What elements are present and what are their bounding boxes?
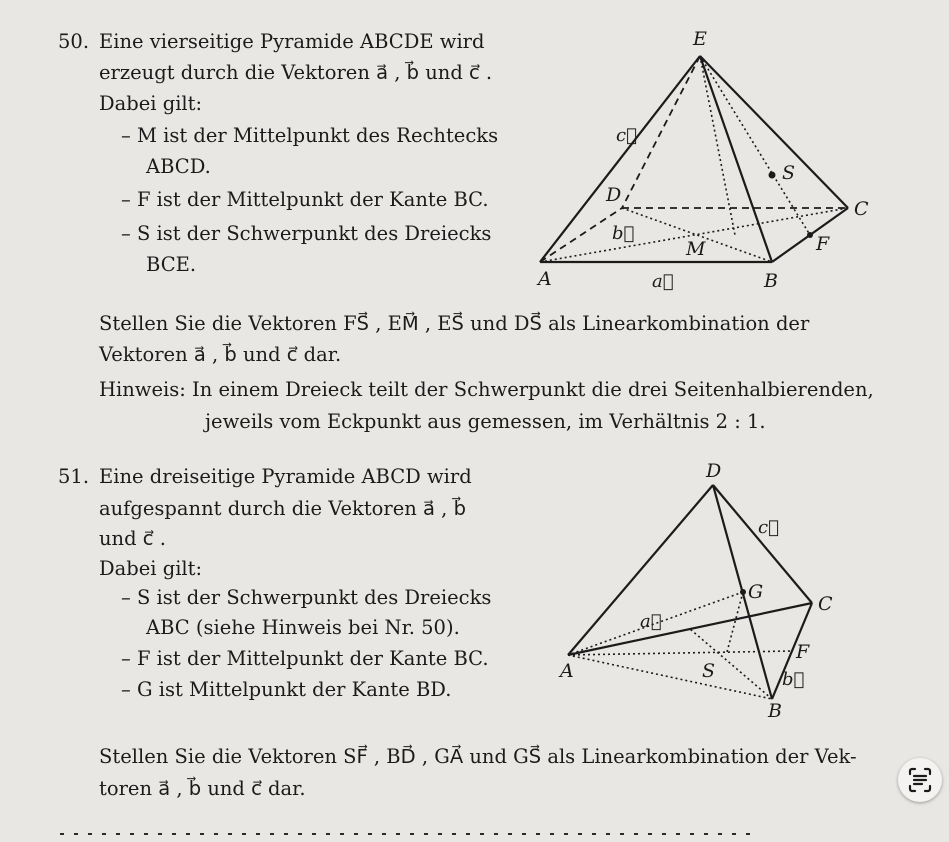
exercise-50-condition-s-cont: BCE. (146, 253, 197, 276)
exercise-50-condition-m-cont: ABCD. (146, 155, 211, 178)
pyramid-abcd-figure (540, 455, 860, 725)
label-a-vector: a⃗ (640, 611, 662, 632)
label-m: M (686, 238, 706, 260)
label-a-vector: a⃗ (652, 271, 674, 292)
text-scan-icon (898, 758, 942, 802)
label-s: S (702, 660, 716, 682)
label-b-vector: b⃗ (612, 223, 635, 244)
exercise-51-intro-line-4: Dabei gilt: (99, 557, 203, 580)
label-s: S (782, 162, 796, 184)
label-c: C (818, 593, 833, 615)
label-b-vector: b⃗ (782, 669, 805, 690)
exercise-51-condition-s: – S ist der Schwerpunkt des Dreiecks (121, 586, 492, 609)
exercise-50-hint-line-1: Hinweis: In einem Dreieck teilt der Schwerpunkt die drei Seitenhalbierenden, (99, 378, 874, 401)
text-scan-button[interactable] (898, 758, 942, 802)
exercise-51-intro-line-3: und c⃗ . (99, 527, 166, 550)
exercise-51-task-line-1: Stellen Sie die Vektoren SF⃗ , BD⃗ , GA⃗ und GS⃗ als Linearkombination der Vek- (99, 745, 857, 768)
label-c-vector: c⃗ (616, 125, 637, 146)
pyramid-solid-edges (540, 56, 848, 262)
label-g: G (748, 581, 764, 603)
label-b: B (764, 270, 778, 292)
exercise-51-condition-s-cont: ABC (siehe Hinweis bei Nr. 50). (146, 616, 460, 639)
exercise-51-condition-g: – G ist Mittelpunkt der Kante BD. (121, 678, 452, 701)
exercise-51-number: 51. (58, 465, 90, 488)
exercise-50-hint-line-2: jeweils vom Eckpunkt aus gemessen, im Verhältnis 2 : 1. (205, 410, 766, 433)
label-a: A (538, 268, 552, 290)
label-e: E (693, 28, 707, 50)
exercise-51-intro-line-2: aufgespannt durch die Vektoren a⃗ , b⃗ (99, 497, 466, 520)
exercise-50-intro-line-1: Eine vierseitige Pyramide ABCDE wird (99, 30, 485, 53)
exercise-50-task-line-2: Vektoren a⃗ , b⃗ und c⃗ dar. (99, 343, 342, 366)
label-b: B (768, 700, 782, 722)
point-s-dot (769, 172, 776, 179)
label-a: A (560, 660, 574, 682)
exercise-50-condition-f: – F ist der Mittelpunkt der Kante BC. (121, 188, 489, 211)
exercise-51-task-line-2: toren a⃗ , b⃗ und c⃗ dar. (99, 777, 306, 800)
exercise-50-intro-line-2: erzeugt durch die Vektoren a⃗ , b⃗ und c⃗ . (99, 61, 493, 84)
label-f: F (816, 233, 830, 255)
point-g-dot (740, 589, 746, 595)
pyramid-abcde-figure (520, 25, 880, 295)
exercise-50-intro-line-3: Dabei gilt: (99, 92, 203, 115)
tetra-hidden-edges (568, 592, 792, 699)
exercise-50-condition-s: – S ist der Schwerpunkt des Dreiecks (121, 222, 492, 245)
label-d: D (706, 460, 722, 482)
label-f: F (796, 641, 810, 663)
point-f-dot (807, 232, 813, 238)
exercise-51-intro-line-1: Eine dreiseitige Pyramide ABCD wird (99, 465, 472, 488)
label-d: D (606, 184, 622, 206)
label-c-vector: c⃗ (758, 517, 779, 538)
exercise-50-task-line-1: Stellen Sie die Vektoren FS⃗ , EM⃗ , ES⃗ und DS⃗ als Linearkombination der (99, 312, 810, 335)
exercise-50-number: 50. (58, 30, 90, 53)
label-c: C (854, 198, 869, 220)
exercise-51-condition-f: – F ist der Mittelpunkt der Kante BC. (121, 647, 489, 670)
cut-off-text-decoration (60, 826, 760, 842)
exercise-50-condition-m: – M ist der Mittelpunkt des Rechtecks (121, 124, 499, 147)
